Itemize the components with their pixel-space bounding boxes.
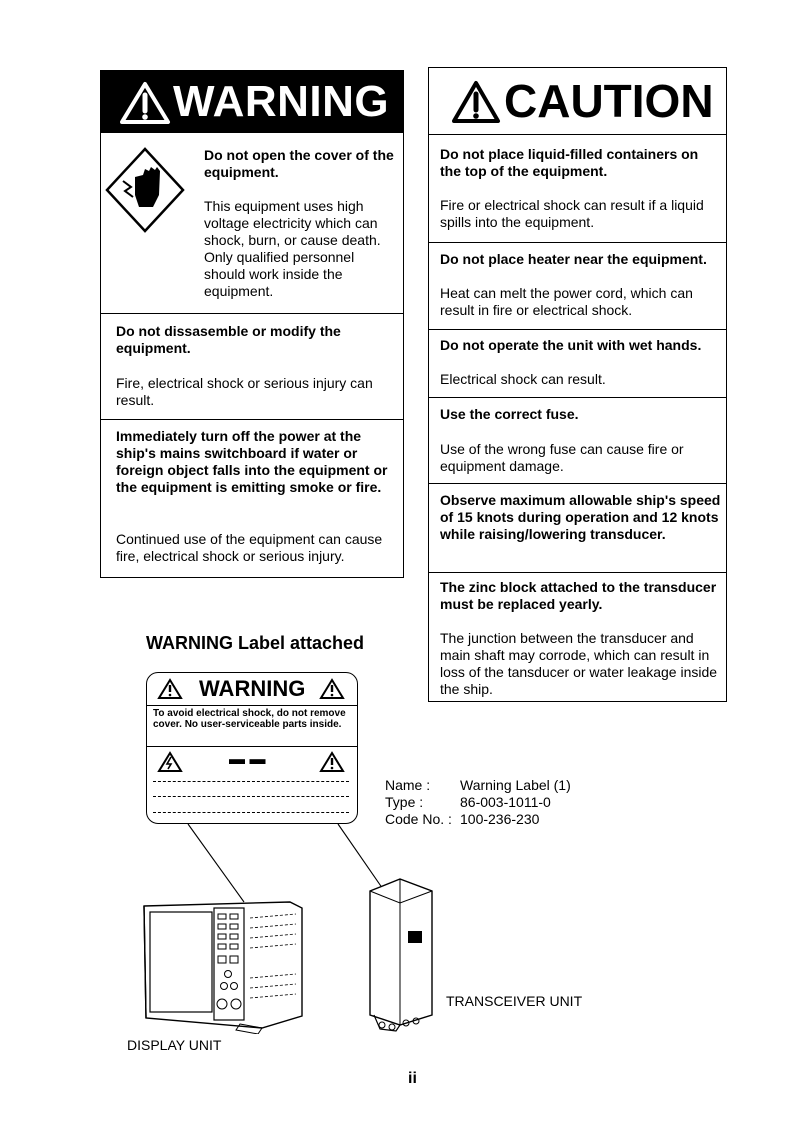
- sticker-dashes: ▬ ▬: [229, 751, 266, 768]
- caution-section-1-text: Fire or electrical shock can result if a liquid spills into the equipment.: [440, 197, 704, 230]
- label-section-title: WARNING Label attached: [146, 633, 365, 653]
- sticker-text: To avoid electrical shock, do not remove cover. No user-serviceable parts inside.: [153, 708, 346, 730]
- caution-section-3-text: Electrical shock can result.: [440, 371, 606, 387]
- type-value: 86-003-1011-0: [460, 794, 551, 810]
- type-key: Type :: [385, 794, 424, 810]
- name-key: Name :: [385, 777, 431, 793]
- caution-section-5-title: Observe maximum allowable ship's speed of 15 knots during operation and 12 knots while raising/lowering transducer.: [440, 492, 721, 542]
- code-value: 100-236-230: [460, 811, 540, 827]
- caution-section-2-text: Heat can melt the power cord, which can result in fire or electrical shock.: [440, 285, 693, 318]
- warning-section-1-text: This equipment uses high voltage electricity which can shock, burn, or cause death. Only qualified personnel should work inside the equipment.: [204, 198, 381, 299]
- warning-section-2-title: Do not dissasemble or modify the equipment.: [116, 323, 341, 356]
- code-key: Code No. :: [385, 811, 452, 827]
- caution-section-4-title: Use the correct fuse.: [440, 406, 579, 422]
- caution-header-label: CAUTION: [504, 75, 714, 127]
- transceiver-unit-illustration: [360, 875, 442, 1037]
- warning-section-3-text: Continued use of the equipment can cause fire, electrical shock or serious injury.: [116, 531, 383, 564]
- warning-header-label: WARNING: [173, 77, 390, 126]
- caution-section-6-text: The junction between the transducer and main shaft may corrode, which can result in loss of the tansducer or water leakage inside the ship.: [440, 630, 718, 697]
- warning-section-1-title: Do not open the cover of the equipment.: [204, 147, 394, 180]
- caution-section-6-title: The zinc block attached to the transducer must be replaced yearly.: [440, 579, 717, 612]
- warning-section-2-text: Fire, electrical shock or serious injury can result.: [116, 375, 373, 408]
- display-unit-label: DISPLAY UNIT: [127, 1037, 222, 1053]
- sticker-header-label: WARNING: [199, 676, 306, 701]
- transceiver-unit-label: TRANSCEIVER UNIT: [446, 993, 583, 1009]
- caution-section-2-title: Do not place heater near the equipment.: [440, 251, 707, 267]
- page-number: ii: [408, 1070, 417, 1087]
- caution-section-4-text: Use of the wrong fuse can cause fire or equipment damage.: [440, 441, 684, 474]
- caution-section-1-title: Do not place liquid-filled containers on the top of the equipment.: [440, 146, 699, 179]
- name-value: Warning Label (1): [460, 777, 571, 793]
- caution-section-3-title: Do not operate the unit with wet hands.: [440, 337, 702, 353]
- warning-section-3-title: Immediately turn off the power at the ship's mains switchboard if water or foreign object falls into the equipment or the equipment is emitting smoke or fire.: [116, 428, 388, 495]
- display-unit-illustration: [140, 898, 306, 1034]
